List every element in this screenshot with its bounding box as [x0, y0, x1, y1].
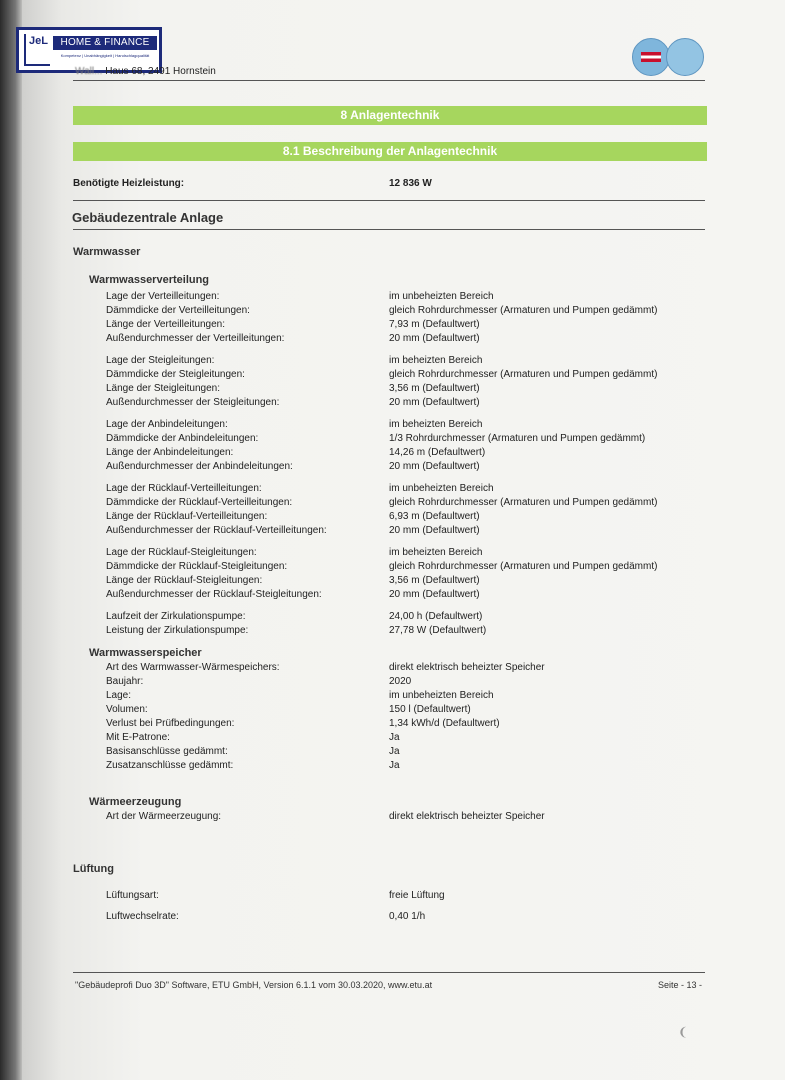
verteilung-value: im beheizten Bereich: [389, 547, 483, 558]
verteilung-label: Länge der Verteilleitungen:: [106, 319, 225, 330]
verteilung-label: Dämmdicke der Verteilleitungen:: [106, 305, 250, 316]
verteilung-value: 3,56 m (Defaultwert): [389, 383, 480, 394]
verteilung-label: Leistung der Zirkulationspumpe:: [106, 625, 249, 636]
verteilung-label: Außendurchmesser der Verteilleitungen:: [106, 333, 285, 344]
speicher-value: direkt elektrisch beheizter Speicher: [389, 662, 545, 673]
logo-tagline: Kompetenz | Unabhängigkeit | Handschlagqualität: [60, 53, 150, 58]
heizleistung-label: Benötigte Heizleistung:: [73, 178, 185, 189]
section-bar-anlagentechnik: 8 Anlagentechnik: [73, 106, 707, 125]
footer-page-number: Seite - 13 -: [658, 980, 703, 990]
heizleistung-value: 12 836 W: [389, 178, 432, 189]
verteilung-label: Dämmdicke der Anbindeleitungen:: [106, 433, 259, 444]
footer-software: "Gebäudeprofi Duo 3D" Software, ETU GmbH, Version 6.1.1 vom 30.03.2020, www.etu.at: [75, 980, 433, 990]
verteilung-heading: Warmwasserverteilung: [89, 274, 210, 286]
lueftung-label: Lüftungsart:: [106, 890, 159, 901]
divider: [73, 229, 705, 230]
section-bar-beschreibung: 8.1 Beschreibung der Anlagentechnik: [73, 142, 707, 161]
verteilung-value: gleich Rohrdurchmesser (Armaturen und Pumpen gedämmt): [389, 369, 658, 380]
speicher-value: 150 l (Defaultwert): [389, 704, 471, 715]
speicher-label: Mit E-Patrone:: [106, 732, 170, 743]
speicher-value: 1,34 kWh/d (Defaultwert): [389, 718, 500, 729]
logo-mark: JeL: [24, 34, 50, 66]
verteilung-value: gleich Rohrdurchmesser (Armaturen und Pumpen gedämmt): [389, 497, 658, 508]
warmwasser-heading: Warmwasser: [73, 246, 141, 258]
certification-seals: [632, 38, 704, 76]
speicher-label: Art des Warmwasser-Wärmespeichers:: [106, 662, 280, 673]
verteilung-label: Dämmdicke der Rücklauf-Steigleitungen:: [106, 561, 288, 572]
verteilung-value: im beheizten Bereich: [389, 419, 483, 430]
speicher-label: Volumen:: [106, 704, 148, 715]
speicher-value: 2020: [389, 676, 412, 687]
verteilung-value: 6,93 m (Defaultwert): [389, 511, 480, 522]
verteilung-value: 20 mm (Defaultwert): [389, 461, 480, 472]
verteilung-label: Lage der Steigleitungen:: [106, 355, 215, 366]
verteilung-label: Lage der Rücklauf-Verteilleitungen:: [106, 483, 262, 494]
austria-seal-icon: [632, 38, 670, 76]
verteilung-value: gleich Rohrdurchmesser (Armaturen und Pumpen gedämmt): [389, 561, 658, 572]
header-address: [75, 66, 216, 77]
verteilung-label: Länge der Rücklauf-Steigleitungen:: [106, 575, 263, 586]
lueftung-value: freie Lüftung: [389, 890, 445, 901]
speicher-value: Ja: [389, 732, 400, 743]
logo-name: HOME & FINANCE: [53, 36, 157, 50]
verteilung-value: 24,00 h (Defaultwert): [389, 611, 483, 622]
lueftung-value: 0,40 1/h: [389, 911, 426, 922]
lueftung-heading: Lüftung: [73, 863, 114, 875]
verteilung-value: im unbeheizten Bereich: [389, 483, 494, 494]
verteilung-label: Länge der Anbindeleitungen:: [106, 447, 234, 458]
verteilung-label: Dämmdicke der Steigleitungen:: [106, 369, 245, 380]
erzeugung-label: Art der Wärmeerzeugung:: [106, 811, 222, 822]
verteilung-value: 20 mm (Defaultwert): [389, 397, 480, 408]
speicher-label: Zusatzanschlüsse gedämmt:: [106, 760, 234, 771]
europe-seal-icon: [666, 38, 704, 76]
verteilung-value: 20 mm (Defaultwert): [389, 589, 480, 600]
header-rule: [73, 80, 705, 81]
speicher-value: Ja: [389, 746, 400, 757]
verteilung-value: im unbeheizten Bereich: [389, 291, 494, 302]
speicher-value: Ja: [389, 760, 400, 771]
verteilung-value: 20 mm (Defaultwert): [389, 525, 480, 536]
erzeugung-value: direkt elektrisch beheizter Speicher: [389, 811, 545, 822]
verteilung-value: 27,78 W (Defaultwert): [389, 625, 487, 636]
footer-rule: [73, 972, 705, 973]
verteilung-label: Außendurchmesser der Anbindeleitungen:: [106, 461, 293, 472]
verteilung-value: 3,56 m (Defaultwert): [389, 575, 480, 586]
lueftung-label: Luftwechselrate:: [106, 911, 179, 922]
speicher-label: Verlust bei Prüfbedingungen:: [106, 718, 235, 729]
erzeugung-heading: Wärmeerzeugung: [89, 796, 182, 808]
verteilung-value: gleich Rohrdurchmesser (Armaturen und Pumpen gedämmt): [389, 305, 658, 316]
scan-mark-icon: ❨: [678, 1025, 689, 1039]
verteilung-value: 14,26 m (Defaultwert): [389, 447, 486, 458]
speicher-value: im unbeheizten Bereich: [389, 690, 494, 701]
divider: [73, 200, 705, 201]
verteilung-value: im beheizten Bereich: [389, 355, 483, 366]
verteilung-label: Außendurchmesser der Rücklauf-Steigleitungen:: [106, 589, 322, 600]
address-prefix: Wall...: [75, 66, 103, 77]
verteilung-label: Länge der Rücklauf-Verteilleitungen:: [106, 511, 268, 522]
verteilung-label: Lage der Rücklauf-Steigleitungen:: [106, 547, 257, 558]
verteilung-value: 1/3 Rohrdurchmesser (Armaturen und Pumpen gedämmt): [389, 433, 646, 444]
verteilung-value: 20 mm (Defaultwert): [389, 333, 480, 344]
verteilung-label: Außendurchmesser der Rücklauf-Verteilleitungen:: [106, 525, 327, 536]
anlage-heading: Gebäudezentrale Anlage: [72, 210, 224, 225]
speicher-label: Baujahr:: [106, 676, 144, 687]
verteilung-label: Länge der Steigleitungen:: [106, 383, 220, 394]
verteilung-label: Laufzeit der Zirkulationspumpe:: [106, 611, 246, 622]
address-text: Haus 68, 2491 Hornstein: [105, 66, 216, 77]
verteilung-value: 7,93 m (Defaultwert): [389, 319, 480, 330]
verteilung-label: Außendurchmesser der Steigleitungen:: [106, 397, 280, 408]
verteilung-label: Dämmdicke der Rücklauf-Verteilleitungen:: [106, 497, 293, 508]
verteilung-label: Lage der Verteilleitungen:: [106, 291, 220, 302]
speicher-heading: Warmwasserspeicher: [89, 647, 202, 659]
scan-binding-edge: [0, 0, 22, 1080]
speicher-label: Lage:: [106, 690, 132, 701]
speicher-label: Basisanschlüsse gedämmt:: [106, 746, 228, 757]
verteilung-label: Lage der Anbindeleitungen:: [106, 419, 228, 430]
